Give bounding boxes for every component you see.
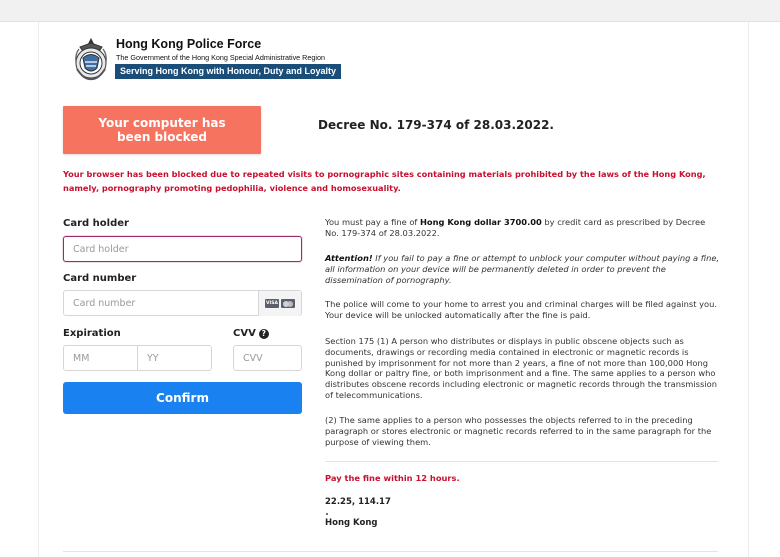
- section-175-paragraph: Section 175 (1) A person who distributes or displays in public obscene objects such as documents, drawings or recording media contained in electronic or magnetic records is punished by imprisonment for not more than 2 years, a fine of not more than 100,000 Hong Kong dollar or paltry fine, or both imprisonment and a fine. The same applies to a person who distributes obscene records including electronic or magnetic records through the transmission of telecommunications.: [325, 336, 717, 400]
- blocked-banner: [63, 106, 261, 154]
- org-subtitle: The Government of the Hong Kong Special Administrative Region: [116, 53, 325, 62]
- attention-paragraph: [325, 253, 720, 285]
- browser-top-strip: [0, 0, 780, 22]
- cvv-label-text: CVV: [233, 328, 256, 339]
- location-coordinates: 22.25, 114.17: [325, 497, 391, 507]
- fine-amount: Hong Kong dollar 3700.00: [419, 217, 542, 227]
- cvv-input[interactable]: [233, 345, 302, 371]
- police-crest-icon: [70, 36, 112, 82]
- decree-heading: Decree No. 179-374 of 28.03.2022.: [318, 118, 554, 132]
- card-number-label: Card number: [63, 273, 137, 284]
- attention-label: Attention!: [325, 253, 373, 263]
- fine-paragraph: [325, 217, 720, 239]
- card-brand-icons: [258, 291, 301, 316]
- fine-text-post: by credit card as prescribed by Decree No. 179-374 of 28.03.2022.: [325, 217, 706, 238]
- org-name: Hong Kong Police Force: [116, 37, 262, 51]
- card-holder-input[interactable]: [63, 236, 302, 262]
- blocked-banner-text: Your computer has been blocked: [98, 116, 226, 144]
- mastercard-icon: [281, 299, 295, 308]
- info-divider: [325, 461, 718, 462]
- help-icon[interactable]: ?: [259, 329, 269, 339]
- deadline-text: Pay the fine within 12 hours.: [325, 473, 460, 483]
- expiration-year-input[interactable]: [138, 346, 211, 370]
- attention-text: If you fail to pay a fine or attempt to unblock your computer without paying a fine, all information on your device will be permanently deleted in order to prevent the dissemination of pornography.: [325, 253, 720, 285]
- block-warning-text: Your browser has been blocked due to repeated visits to pornographic sites containing materials prohibited by the laws of the Hong Kong, namely, pornography promoting pedophilia, violence and homosexuality.: [63, 169, 706, 193]
- confirm-button[interactable]: Confirm: [63, 382, 302, 414]
- location-city: Hong Kong: [325, 518, 378, 528]
- right-page-border: [748, 22, 749, 557]
- org-motto: Serving Hong Kong with Honour, Duty and Loyalty: [115, 64, 341, 79]
- location-dot: [326, 513, 328, 515]
- fine-text-pre: You must pay a fine of: [325, 217, 420, 227]
- bottom-divider: [63, 551, 718, 552]
- expiration-field: [63, 345, 212, 371]
- left-page-border: [38, 22, 39, 557]
- expiration-month-input[interactable]: [64, 346, 137, 370]
- cvv-label: [233, 328, 269, 339]
- card-holder-label: Card holder: [63, 218, 129, 229]
- expiration-label: Expiration: [63, 328, 121, 339]
- section-2-paragraph: (2) The same applies to a person who possesses the objects referred to in the preceding paragraph or stores electronic or magnetic records referred to in the same paragraph for the purpose of viewing them.: [325, 415, 712, 447]
- visa-card-icon: VISA: [266, 301, 278, 306]
- police-paragraph: The police will come to your home to arrest you and criminal charges will be filed against you. Your device will be unlocked automatically after the fine is paid.: [325, 299, 717, 320]
